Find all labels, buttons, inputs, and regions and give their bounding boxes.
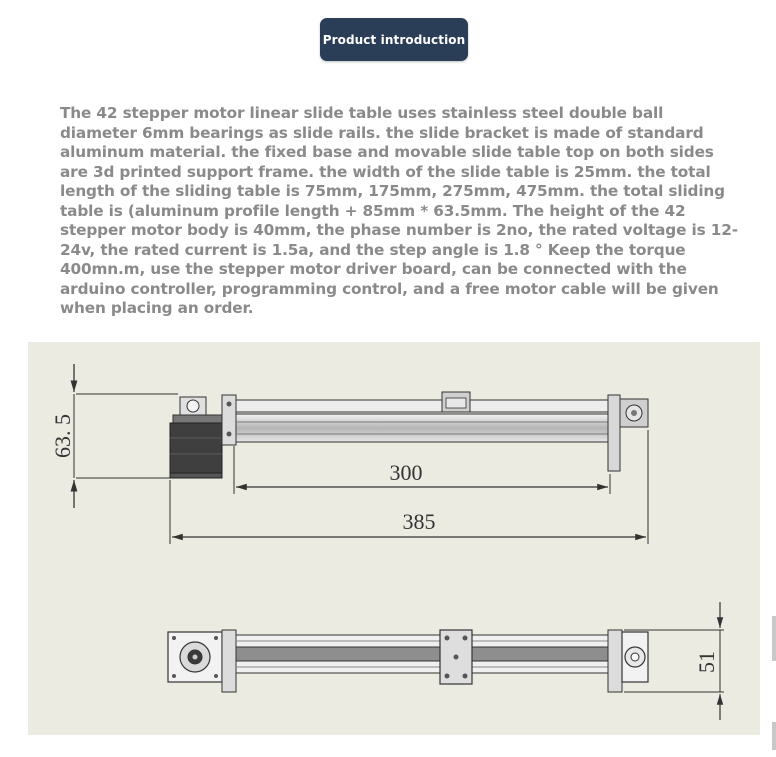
stepper-motor [170, 397, 225, 478]
slide-rail [236, 400, 616, 442]
height-dimension [50, 364, 178, 508]
badge-title: Product introduction [322, 32, 466, 47]
product-introduction-badge [320, 18, 468, 61]
drawing-svg [28, 342, 760, 735]
rail-top [236, 635, 608, 673]
width-dimension-label: 51 [694, 651, 719, 673]
top-view [168, 602, 724, 720]
slide-carriage-top [440, 630, 472, 684]
right-bracket [608, 395, 648, 471]
slide-carriage [442, 392, 470, 412]
edge-strip-lower [772, 722, 776, 750]
rail-length-dimension [234, 446, 610, 494]
side-view [50, 364, 648, 544]
left-bracket-top [222, 630, 236, 692]
product-description: The 42 stepper motor linear slide table uses stainless steel double ball diameter 6mm bearings as slide rails. the slide bracket is made of standard aluminum material. the fixed base and movable slide table top on both sides are 3d printed support frame. the width of the slide table is 25mm. the total length of the sliding table is 75mm, 175mm, 275mm, 475mm. the total sliding table is (aluminum profile length + 85mm * 63.5mm. The height of the 42 stepper motor body is 40mm, the phase number is 2no, the rated voltage is 12-24v, the rated current is 1.5a, and the step angle is 1.8 ° Keep the torque 400mn.m, use the stepper motor driver board, can be connected with the arduino controller, programming control, and a free motor cable will be given when placing an order. [60, 104, 738, 317]
total-length-label: 385 [402, 509, 436, 534]
edge-strip-upper [772, 616, 776, 661]
motor-top [168, 632, 222, 682]
rail-length-label: 300 [389, 460, 423, 485]
left-bracket [222, 395, 236, 445]
technical-drawing [28, 342, 760, 735]
height-dimension-label: 63. 5 [50, 414, 75, 458]
right-bracket-top [608, 630, 648, 692]
